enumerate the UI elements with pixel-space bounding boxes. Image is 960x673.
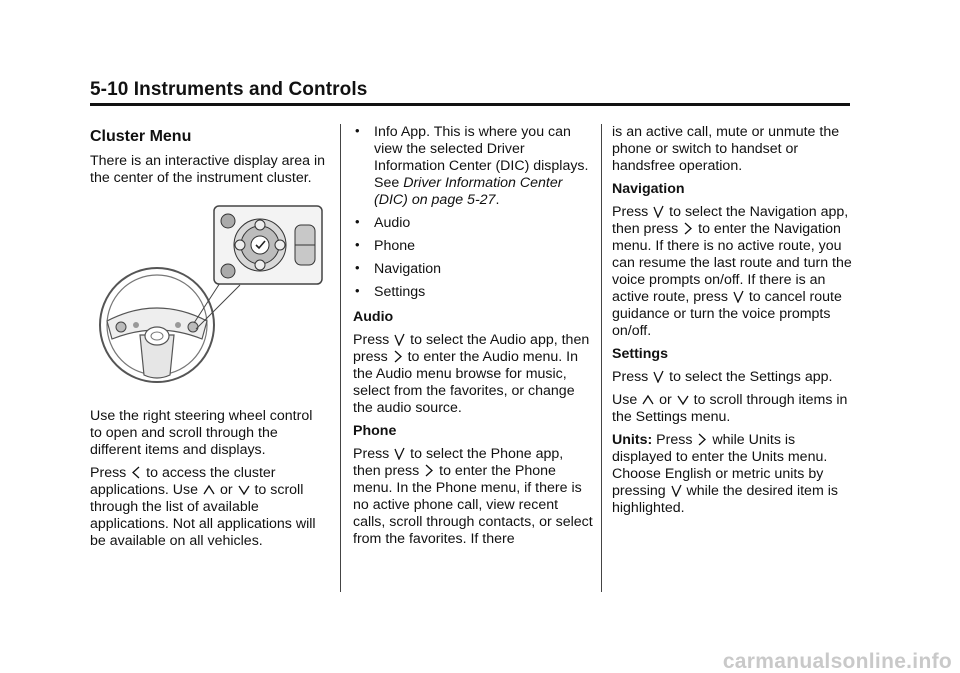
chevron-down-icon <box>238 484 250 496</box>
section-heading: Cluster Menu <box>90 128 192 145</box>
chevron-right-icon <box>424 464 434 477</box>
list-item: • Audio <box>353 215 593 232</box>
settings-heading: Settings <box>612 346 668 362</box>
app-list <box>353 124 593 301</box>
chevron-up-icon <box>642 394 654 406</box>
checkmark-icon <box>653 370 664 383</box>
audio-paragraph: Press to select the Audio app, then press to enter the Audio menu. In the Audio menu browse for music, select from the favorites, or change the audio source. <box>353 332 590 416</box>
chevron-down-icon <box>677 394 689 406</box>
checkmark-icon <box>394 333 405 346</box>
column-1 <box>90 128 328 556</box>
settings-paragraph: Press to select the Settings app. <box>612 369 833 385</box>
steering-wheel-illustration <box>90 203 328 389</box>
checkmark-icon <box>653 205 664 218</box>
cluster-access-paragraph: Press to access the cluster applications. Use or to scroll through the list of available applications. Not all applications will be available on all vehicles. <box>90 465 316 549</box>
steering-control-paragraph: Use the right steering wheel control to open and scroll through the different items and displays. <box>90 408 313 458</box>
navigation-paragraph: Press to select the Navigation app, then press to enter the Navigation menu. If there is no active route, you can resume the last route and turn the voice prompts on/off. If there is an active route, press to cancel route guidance or turn the voice prompts on/off. <box>612 204 852 339</box>
page-header-title: 5-10 Instruments and Controls <box>90 79 368 100</box>
chevron-right-icon <box>697 433 707 446</box>
column-3 <box>612 124 852 523</box>
checkmark-icon <box>671 484 682 497</box>
phone-paragraph: Press to select the Phone app, then press to enter the Phone menu. In the Phone menu, if there is no active phone call, view recent calls, scroll through contacts, or select from the favorites. If there <box>353 446 593 547</box>
cross-reference-link[interactable]: Driver Information Center (DIC) on page 5-27 <box>374 175 563 208</box>
phone-heading: Phone <box>353 423 397 439</box>
chevron-right-icon <box>683 222 693 235</box>
list-item: • Phone <box>353 238 593 255</box>
column-divider-1 <box>340 124 341 592</box>
list-item: • Navigation <box>353 261 593 278</box>
chevron-left-icon <box>131 466 141 479</box>
units-paragraph: Units: Press while Units is displayed to enter the Units menu. Choose English or metric units by pressing while the desired item is highlighted. <box>612 432 838 516</box>
checkmark-icon <box>733 290 744 303</box>
column-divider-2 <box>601 124 602 592</box>
settings-scroll-paragraph: Use or to scroll through items in the Settings menu. <box>612 392 848 425</box>
intro-paragraph: There is an interactive display area in the center of the instrument cluster. <box>90 153 326 186</box>
phone-continued-paragraph: is an active call, mute or unmute the phone or switch to handset or handsfree operation. <box>612 124 840 174</box>
chevron-up-icon <box>203 484 215 496</box>
column-2 <box>353 124 593 554</box>
chevron-right-icon <box>393 350 403 363</box>
list-item: • Info App. This is where you can view the selected Driver Information Center (DIC) displays. See Driver Information Center (DIC) on page 5-27. <box>353 124 593 209</box>
audio-heading: Audio <box>353 309 394 325</box>
header-rule <box>90 103 850 106</box>
navigation-heading: Navigation <box>612 181 685 197</box>
checkmark-icon <box>394 447 405 460</box>
watermark: carmanualsonline.info <box>722 650 952 673</box>
list-item: • Settings <box>353 284 593 301</box>
